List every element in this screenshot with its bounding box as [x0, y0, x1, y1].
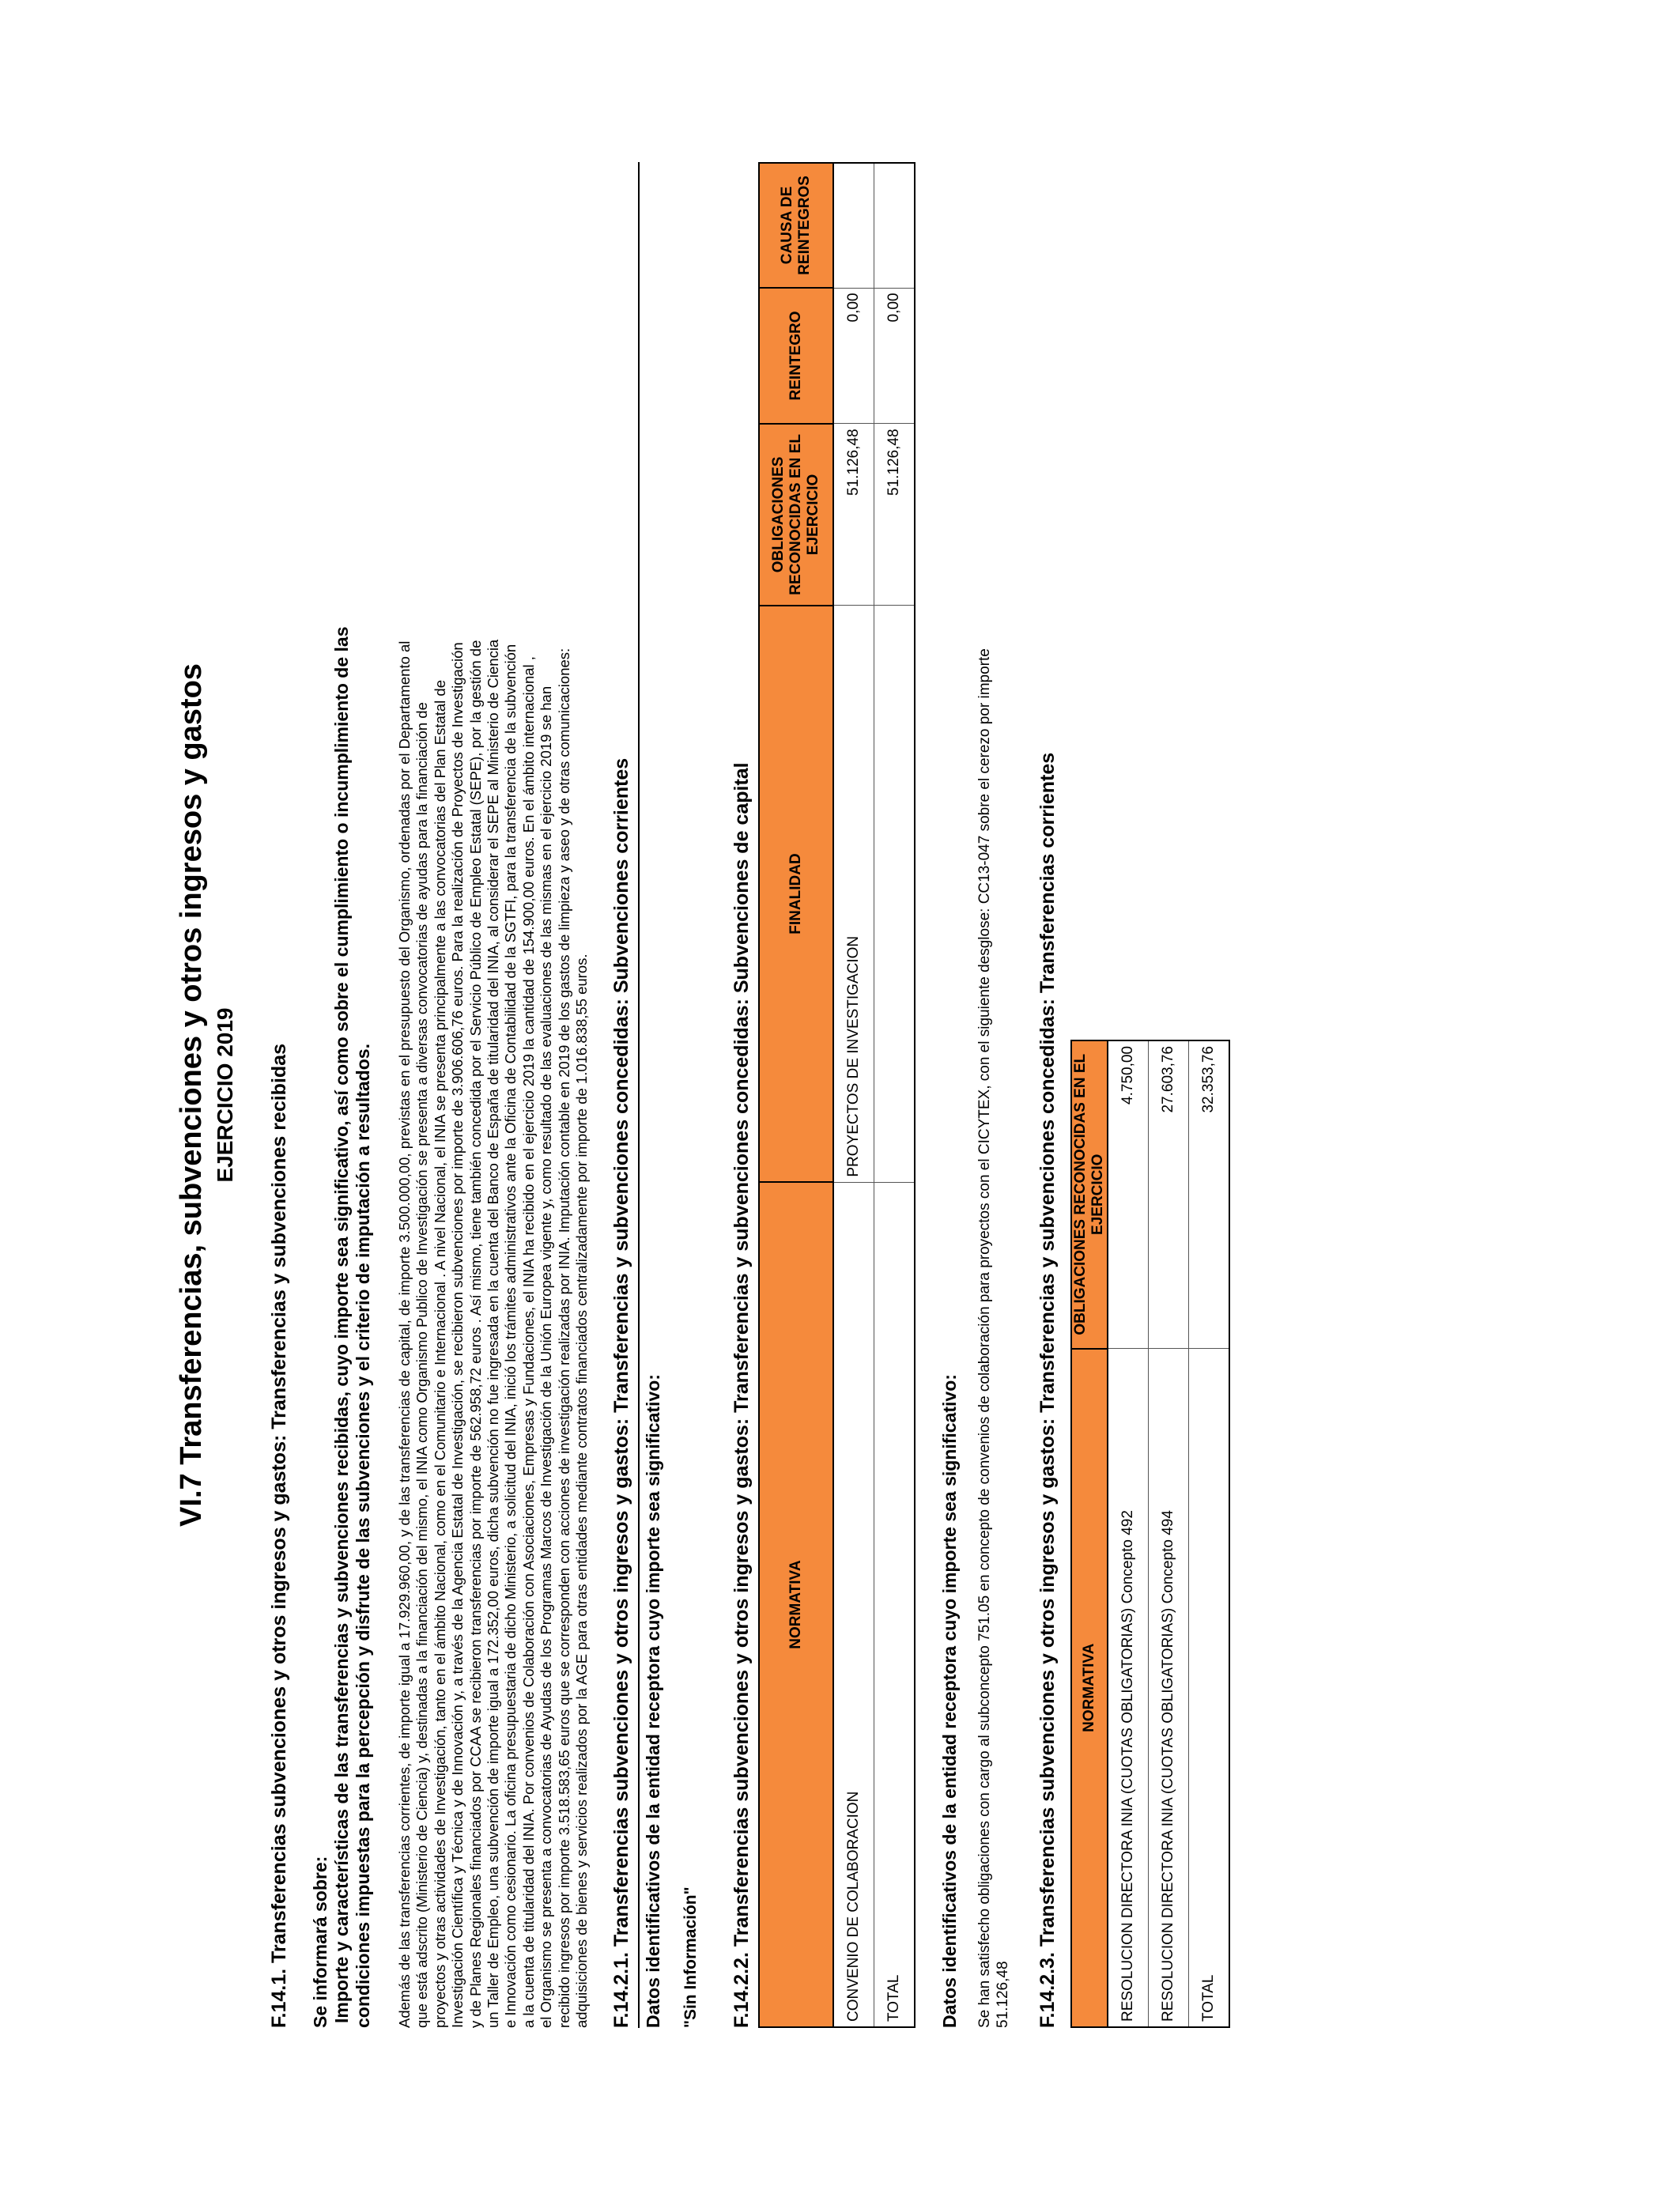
paragraph-line: el Organismo se presenta a convocatorias de Ayudas de los Programas Marcos de Investigación de la Unión Europea vigente y, como resultado de las evaluaciones de las mismas en el ejercicio 2019 se han [538, 685, 555, 2028]
paragraph-line: recibido ingresos por importe 3.518.583,65 euros que se corresponden con acciones de investigación realizadas por INIA. Imputación contable en 2019 de los gastos de limpieza y aseo y de otras comunicaciones: [555, 648, 572, 2028]
table-cell: 0,00 [874, 288, 916, 424]
document-content [32, 162, 1230, 2028]
paragraph-line: a la cuenta de titularidad del INIA. Por convenios de Colaboración con Asociaciones, Empresas y Fundaciones, el INIA ha recibido en el ejercicio 2019 la cantidad de 154.900,00 euros. En el ámbito internacional , [519, 656, 537, 2028]
paragraph-line: que está adscrito (Ministerio de Ciencia) y, destinadas a la financiación del mismo, el INIA como Organismo Publico de Investigación se presenta a diversas convocatorias de ayudas para la financiación de [413, 702, 431, 2028]
table-cell: 51.126,48 [874, 424, 916, 606]
table-cell: PROYECTOS DE INVESTIGACION [833, 606, 874, 1182]
table-row [1149, 1040, 1189, 2027]
column-header-obligaciones: OBLIGACIONES RECONOCIDAS EN EL EJERCICIO [1071, 1040, 1108, 1349]
table-row [833, 163, 874, 2027]
column-header-normativa: NORMATIVA [759, 1182, 833, 2027]
column-header-normativa: NORMATIVA [1071, 1349, 1108, 2027]
table-subvenciones-capital [758, 162, 916, 2028]
column-header-reintegro: REINTEGRO [759, 288, 833, 424]
inform-text-2: condiciones impuestas para la percepción y disfrute de las subvenciones y el criterio de imputación a resultados. [353, 1044, 373, 2028]
section-heading-f1421: F.14.2.1. Transferencias subvenciones y otros ingresos y gastos: Transferencias y subvenciones concedidas: Subvenciones corrientes [610, 757, 633, 2028]
paragraph-line: proyectos y otras actividades de Investigación, tanto en el ámbito Nacional, como en el Comunitario e Internacional . A nivel Nacional, el INIA se presenta principalmente a las convocatorias del Plan Estatal de [431, 679, 448, 2028]
table-cell: 51.126,48 [833, 424, 874, 606]
inform-label: Se informará sobre: [310, 1856, 330, 2028]
table-cell [874, 606, 916, 1182]
column-header-obligaciones: OBLIGACIONES RECONOCIDAS EN EL EJERCICIO [759, 424, 833, 606]
table-row [1108, 1040, 1149, 2027]
paragraph-line: un Taller de Empleo, una subvención de importe igual a 172.352,00 euros, dicha subvención no fue ingresada en la cuenta del Banco de España de titularidad del INIA, al considerar el SEPE al Ministerio de Ciencia [485, 639, 502, 2028]
table-cell: 27.603,76 [1149, 1040, 1189, 1349]
table-cell: TOTAL [874, 1182, 916, 2027]
paragraph-line: Además de las transferencias corrientes, de importe igual a 17.929.960,00, y de las transferencias de capital, de importe 3.500.000,00, previstas en el presupuesto del Organismo, ordenadas por el Departamento al [396, 640, 413, 2028]
table-cell: 32.353,76 [1189, 1040, 1230, 1349]
page-subtitle: EJERCICIO 2019 [213, 1007, 237, 1183]
table-row [1189, 1040, 1230, 2027]
note-line-2: 51.126,48 [994, 1961, 1011, 2028]
paragraph-transferencias [396, 162, 591, 2028]
table-cell: CONVENIO DE COLABORACION [833, 1182, 874, 2027]
inform-text-1: Importe y características de las transferencias y subvenciones recibidas, cuyo importe sea significativo, así como sobre el cumplimiento o incumplimiento de las [331, 626, 352, 2023]
table-cell: RESOLUCION DIRECTORA INIA (CUOTAS OBLIGATORIAS) Concepto 492 [1108, 1349, 1149, 2027]
datos-label-f1421: Datos identificativos de la entidad receptora cuyo importe sea significativo: [643, 1374, 664, 2028]
paragraph-line: y de Planes Regionales financiados por CCAA se recibieron transferencias por importe de 562.958,72 euros . Así mismo, tiene también concedida por el Servicio Público de Empleo Estatal (SEPE), por la gestión de [466, 640, 484, 2028]
paragraph-line: adquisiciones de bienes y servicios realizados por la AGE para otras entidades mediante contratos financiados centralizadamente por importe de 1.016.838,55 euros. [573, 954, 591, 2028]
section-heading-f1411: F.14.1. Transferencias subvenciones y otros ingresos y gastos: Transferencias y subvenciones recibidas [268, 1044, 290, 2028]
column-header-finalidad: FINALIDAD [759, 606, 833, 1182]
table-transferencias-corrientes [1070, 1040, 1230, 2028]
datos-label-f1422: Datos identificativos de la entidad receptora cuyo importe sea significativo: [939, 1374, 961, 2028]
table-cell: 0,00 [833, 288, 874, 424]
table-cell [874, 163, 916, 288]
page-title: VI.7 Transferencias, subvenciones y otros ingresos y gastos [175, 663, 208, 1527]
section-heading-f1423: F.14.2.3. Transferencias subvenciones y otros ingresos y gastos: Transferencias y subvenciones concedidas: Transferencias corrientes [1036, 752, 1059, 2028]
column-header-causa-reintegros: CAUSA DE REINTEGROS [759, 163, 833, 288]
paragraph-line: Investigación Científica y Técnica y de Innovación y, a través de la Agencia Estatal de Investigación, se recibieron subvenciones por importe de 3.906.606,76 euros. Para la realización de Proyectos de Investigación [449, 642, 466, 2028]
paragraph-line: e Innovación como cesionario. La oficina presupuestaria de dicho Ministerio, a solicitud del INIA, inició los trámites administrativos ante la Oficina de Contabilidad de la SGTFI, para la transferencia de la subvención [502, 644, 519, 2028]
sin-informacion: "Sin Información" [681, 1886, 700, 2028]
section-heading-f1422: F.14.2.2. Transferencias subvenciones y otros ingresos y gastos: Transferencias y subvenciones concedidas: Subvenciones de capital [731, 762, 753, 2028]
note-line-1: Se han satisfecho obligaciones con cargo al subconcepto 751.05 en concepto de convenios de colaboración para proyectos con el CICYTEX, con el siguiente desglose: CC13-047 sobre el cerezo por importe [976, 648, 994, 2028]
table-cell: RESOLUCION DIRECTORA INIA (CUOTAS OBLIGATORIAS) Concepto 494 [1149, 1349, 1189, 2027]
table-cell: TOTAL [1189, 1349, 1230, 2027]
table-row [874, 163, 916, 2027]
table-cell [833, 163, 874, 288]
table-cell: 4.750,00 [1108, 1040, 1149, 1349]
